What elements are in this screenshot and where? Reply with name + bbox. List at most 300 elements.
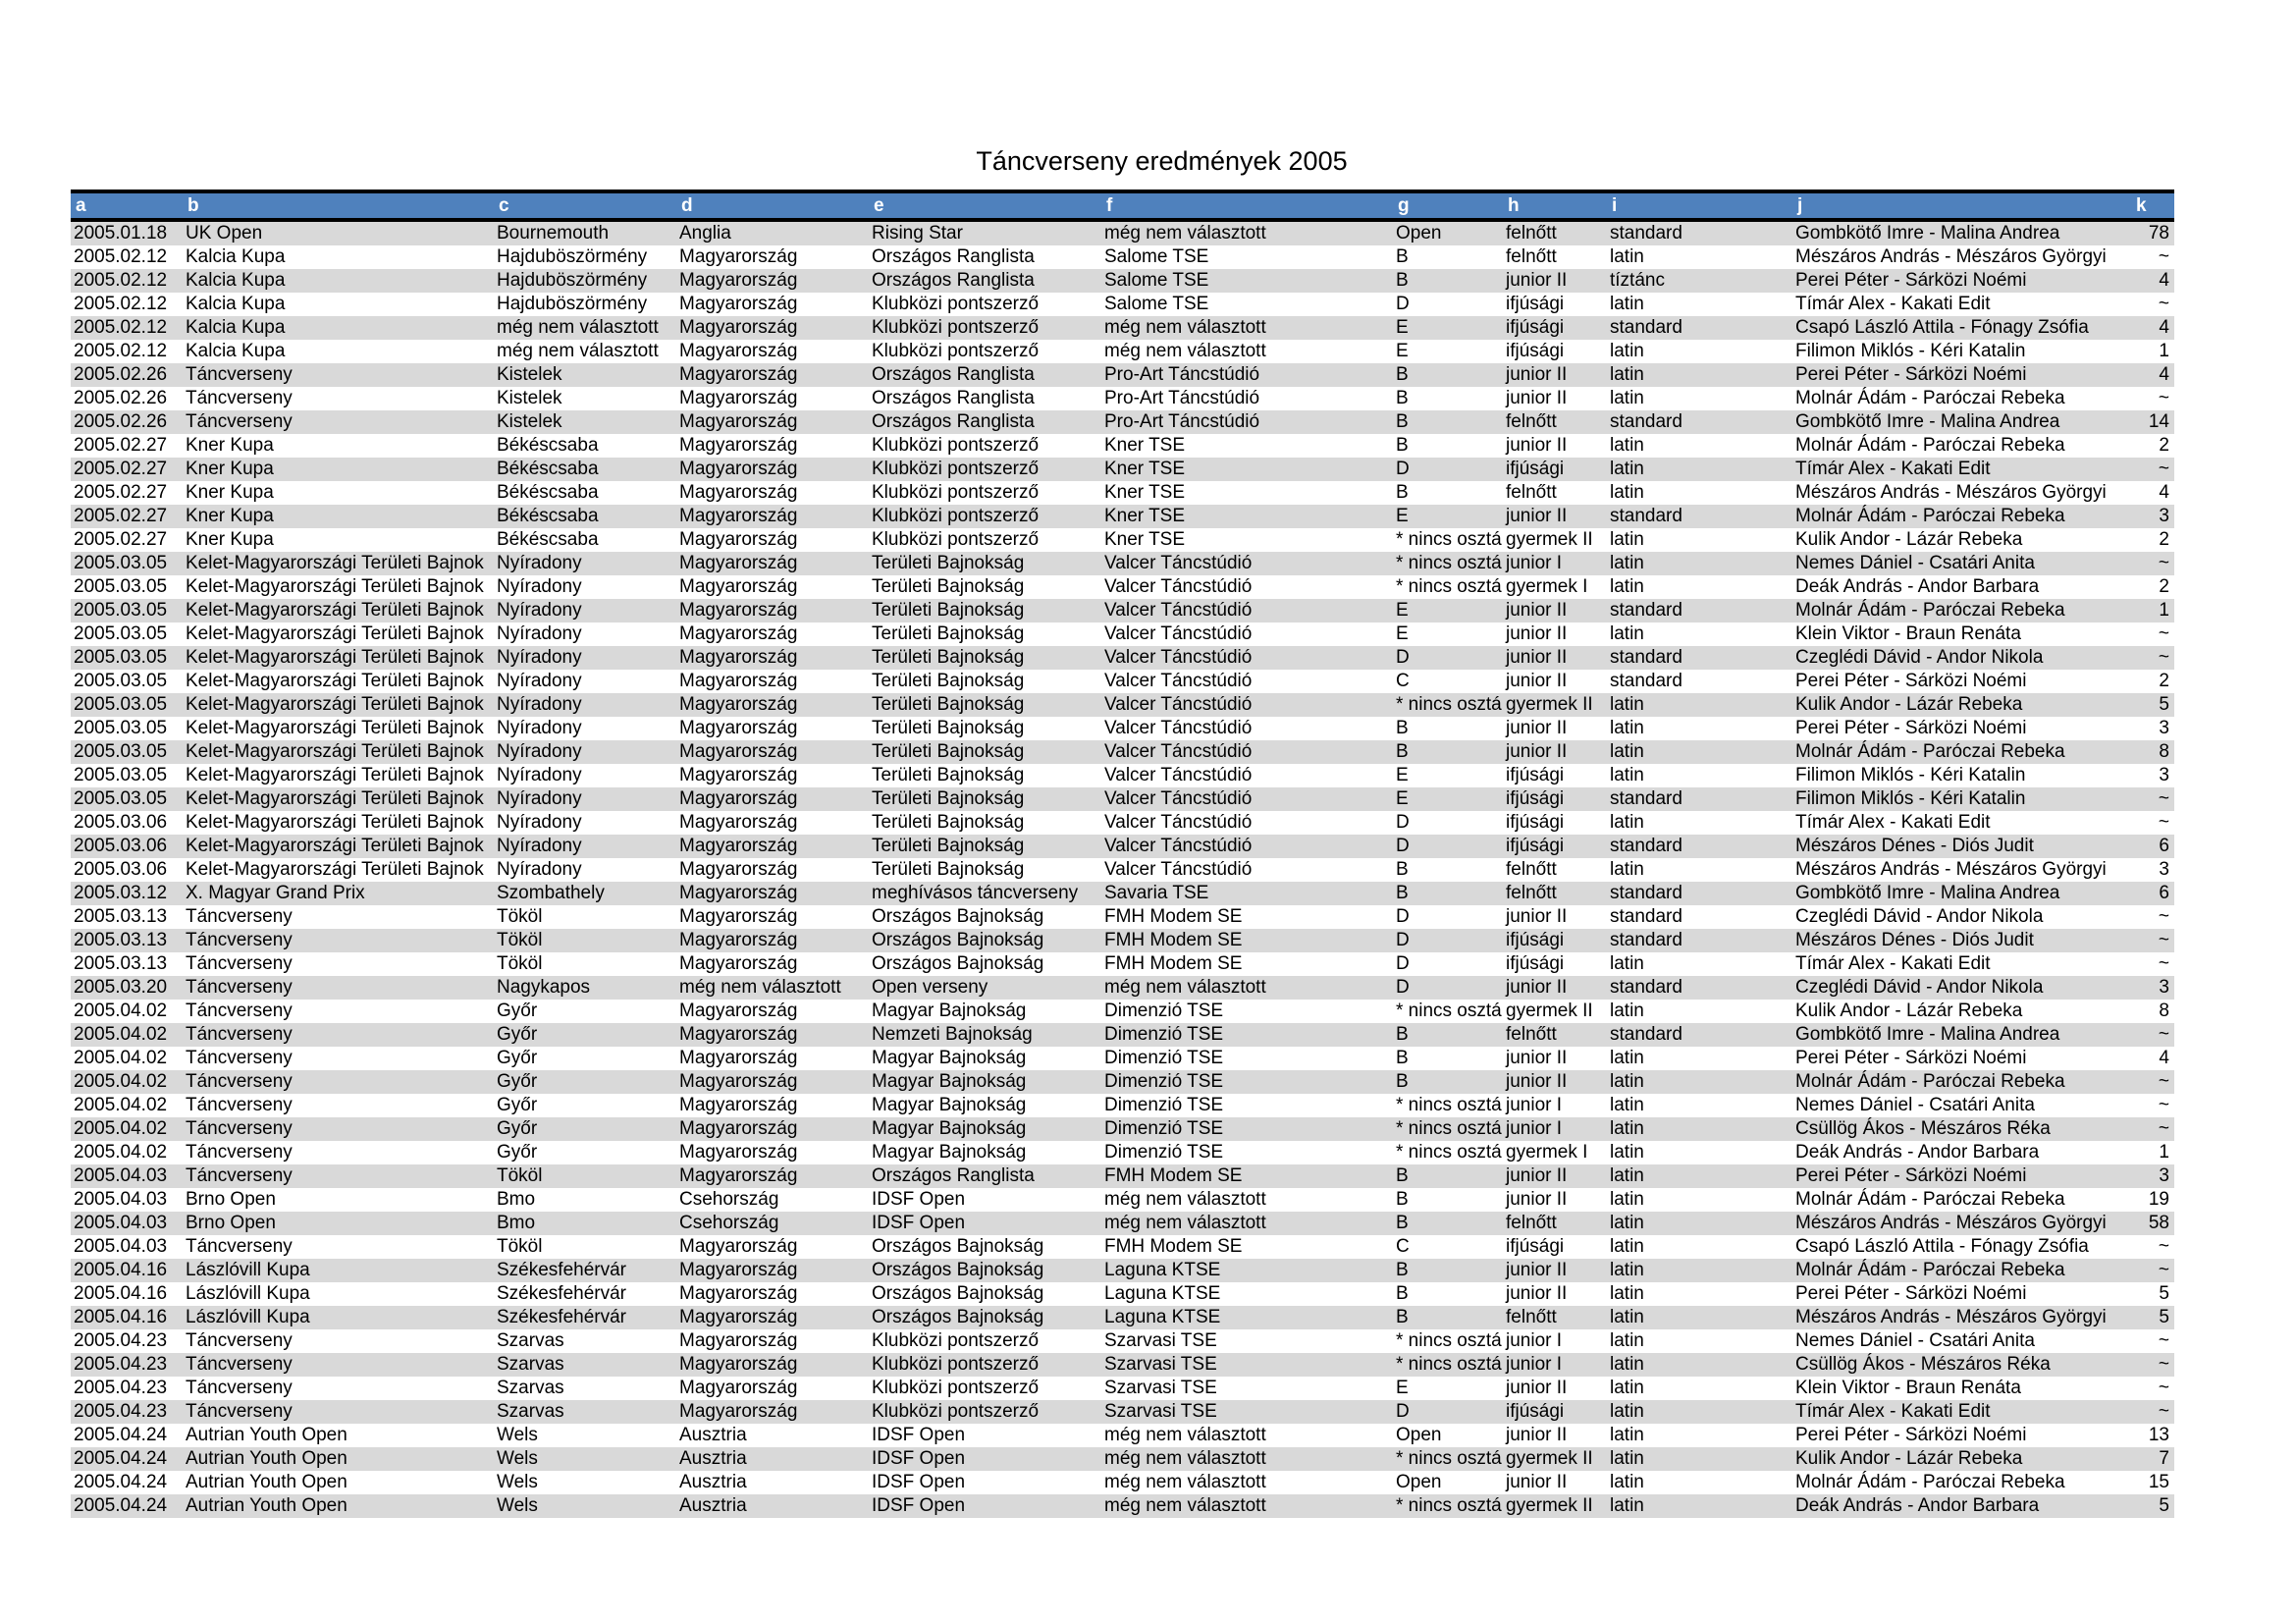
cell-k: ~ [2131, 1329, 2174, 1353]
cell-e: Klubközi pontszerző [869, 505, 1101, 528]
cell-a: 2005.02.26 [71, 410, 183, 434]
cell-d: Magyarország [676, 316, 869, 340]
cell-f: Dimenzió TSE [1101, 1000, 1393, 1023]
cell-g: * nincs osztá [1393, 1141, 1503, 1164]
cell-c: Szarvas [494, 1377, 676, 1400]
cell-c: Kistelek [494, 363, 676, 387]
cell-j: Gombkötő Imre - Malina Andrea [1792, 220, 2131, 245]
cell-d: Magyarország [676, 1164, 869, 1188]
cell-j: Perei Péter - Sárközi Noémi [1792, 1164, 2131, 1188]
table-row [71, 1164, 2174, 1188]
cell-b: Táncverseny [183, 387, 494, 410]
cell-g: E [1393, 764, 1503, 787]
cell-c: Wels [494, 1494, 676, 1518]
cell-j: Klein Viktor - Braun Renáta [1792, 622, 2131, 646]
cell-c: Nyíradony [494, 740, 676, 764]
cell-d: Magyarország [676, 811, 869, 835]
cell-h: junior II [1503, 1377, 1607, 1400]
cell-j: Molnár Ádám - Paróczai Rebeka [1792, 1188, 2131, 1212]
cell-b: Táncverseny [183, 976, 494, 1000]
table-row [71, 858, 2174, 882]
table-row [71, 1094, 2174, 1117]
cell-g: * nincs osztá [1393, 1000, 1503, 1023]
cell-e: Országos Bajnokság [869, 1306, 1101, 1329]
cell-f: FMH Modem SE [1101, 1235, 1393, 1259]
cell-c: Győr [494, 1000, 676, 1023]
cell-g: Open [1393, 1471, 1503, 1494]
table-row [71, 1329, 2174, 1353]
cell-a: 2005.03.05 [71, 717, 183, 740]
cell-a: 2005.04.02 [71, 1047, 183, 1070]
cell-k: ~ [2131, 952, 2174, 976]
cell-h: junior II [1503, 1424, 1607, 1447]
cell-e: Országos Bajnokság [869, 929, 1101, 952]
table-row [71, 764, 2174, 787]
table-row [71, 269, 2174, 293]
cell-c: Székesfehérvár [494, 1259, 676, 1282]
cell-i: latin [1607, 1353, 1792, 1377]
table-row [71, 363, 2174, 387]
cell-j: Czeglédi Dávid - Andor Nikola [1792, 976, 2131, 1000]
cell-h: felnőtt [1503, 1306, 1607, 1329]
cell-d: Csehország [676, 1188, 869, 1212]
cell-k: ~ [2131, 552, 2174, 575]
cell-g: * nincs osztá [1393, 1117, 1503, 1141]
cell-g: * nincs osztá [1393, 1094, 1503, 1117]
column-header-g: g [1393, 191, 1503, 220]
cell-a: 2005.04.16 [71, 1282, 183, 1306]
cell-e: Klubközi pontszerző [869, 1353, 1101, 1377]
cell-i: latin [1607, 740, 1792, 764]
cell-j: Molnár Ádám - Paróczai Rebeka [1792, 434, 2131, 458]
cell-e: IDSF Open [869, 1447, 1101, 1471]
cell-i: standard [1607, 835, 1792, 858]
cell-j: Czeglédi Dávid - Andor Nikola [1792, 646, 2131, 670]
cell-h: junior I [1503, 1353, 1607, 1377]
cell-k: 19 [2131, 1188, 2174, 1212]
cell-f: Valcer Táncstúdió [1101, 622, 1393, 646]
cell-a: 2005.04.23 [71, 1329, 183, 1353]
table-row [71, 293, 2174, 316]
cell-k: ~ [2131, 458, 2174, 481]
cell-e: Klubközi pontszerző [869, 340, 1101, 363]
cell-j: Czeglédi Dávid - Andor Nikola [1792, 905, 2131, 929]
cell-f: Laguna KTSE [1101, 1259, 1393, 1282]
cell-c: Nyíradony [494, 646, 676, 670]
cell-a: 2005.04.24 [71, 1471, 183, 1494]
cell-d: Magyarország [676, 1047, 869, 1070]
cell-b: Kner Kupa [183, 434, 494, 458]
cell-h: junior II [1503, 646, 1607, 670]
cell-f: FMH Modem SE [1101, 1164, 1393, 1188]
table-row [71, 458, 2174, 481]
cell-b: Táncverseny [183, 1023, 494, 1047]
cell-h: felnőtt [1503, 1023, 1607, 1047]
column-header-a: a [71, 191, 183, 220]
cell-h: felnőtt [1503, 410, 1607, 434]
cell-i: latin [1607, 1235, 1792, 1259]
cell-f: Dimenzió TSE [1101, 1023, 1393, 1047]
cell-h: ifjúsági [1503, 811, 1607, 835]
table-row [71, 1471, 2174, 1494]
cell-e: Területi Bajnokság [869, 646, 1101, 670]
cell-c: Békéscsaba [494, 528, 676, 552]
cell-d: Magyarország [676, 622, 869, 646]
cell-h: gyermek II [1503, 1494, 1607, 1518]
table-row [71, 1141, 2174, 1164]
cell-i: latin [1607, 1471, 1792, 1494]
cell-f: Savaria TSE [1101, 882, 1393, 905]
cell-c: még nem választott [494, 316, 676, 340]
cell-i: standard [1607, 646, 1792, 670]
cell-a: 2005.02.26 [71, 363, 183, 387]
cell-h: junior II [1503, 599, 1607, 622]
cell-a: 2005.03.05 [71, 693, 183, 717]
cell-h: ifjúsági [1503, 929, 1607, 952]
cell-h: junior II [1503, 1259, 1607, 1282]
header-row [71, 191, 2174, 220]
cell-b: Lászlóvill Kupa [183, 1282, 494, 1306]
cell-b: Kelet-Magyarországi Területi Bajnok [183, 764, 494, 787]
cell-h: junior II [1503, 670, 1607, 693]
cell-b: Kalcia Kupa [183, 340, 494, 363]
cell-b: Kalcia Kupa [183, 245, 494, 269]
cell-i: standard [1607, 316, 1792, 340]
cell-e: Területi Bajnokság [869, 693, 1101, 717]
cell-f: még nem választott [1101, 1212, 1393, 1235]
table-row [71, 434, 2174, 458]
cell-f: még nem választott [1101, 1188, 1393, 1212]
cell-e: Területi Bajnokság [869, 811, 1101, 835]
table-row [71, 340, 2174, 363]
cell-a: 2005.02.12 [71, 245, 183, 269]
cell-c: Kistelek [494, 387, 676, 410]
cell-d: Magyarország [676, 1329, 869, 1353]
cell-e: IDSF Open [869, 1471, 1101, 1494]
cell-g: D [1393, 835, 1503, 858]
cell-a: 2005.01.18 [71, 220, 183, 245]
cell-h: felnőtt [1503, 858, 1607, 882]
cell-g: B [1393, 1259, 1503, 1282]
cell-k: ~ [2131, 929, 2174, 952]
cell-j: Molnár Ádám - Paróczai Rebeka [1792, 505, 2131, 528]
table-row [71, 1188, 2174, 1212]
cell-b: Kelet-Magyarországi Területi Bajnok [183, 575, 494, 599]
cell-c: Békéscsaba [494, 481, 676, 505]
cell-a: 2005.04.03 [71, 1235, 183, 1259]
cell-j: Molnár Ádám - Paróczai Rebeka [1792, 599, 2131, 622]
cell-c: Tököl [494, 929, 676, 952]
cell-f: Valcer Táncstúdió [1101, 740, 1393, 764]
cell-j: Kulik Andor - Lázár Rebeka [1792, 1447, 2131, 1471]
cell-h: junior II [1503, 1164, 1607, 1188]
cell-d: Magyarország [676, 1094, 869, 1117]
cell-h: gyermek I [1503, 575, 1607, 599]
cell-h: gyermek II [1503, 1447, 1607, 1471]
cell-e: Rising Star [869, 220, 1101, 245]
cell-c: Győr [494, 1070, 676, 1094]
cell-k: 7 [2131, 1447, 2174, 1471]
cell-j: Mészáros András - Mészáros Györgyi [1792, 1306, 2131, 1329]
cell-e: Klubközi pontszerző [869, 316, 1101, 340]
cell-i: tíztánc [1607, 269, 1792, 293]
cell-i: latin [1607, 1000, 1792, 1023]
cell-e: Országos Ranglista [869, 1164, 1101, 1188]
spreadsheet-page [71, 145, 2174, 1518]
cell-g: B [1393, 1070, 1503, 1094]
table-row [71, 1377, 2174, 1400]
cell-f: Laguna KTSE [1101, 1306, 1393, 1329]
cell-g: B [1393, 1047, 1503, 1070]
cell-c: Békéscsaba [494, 458, 676, 481]
cell-h: gyermek II [1503, 693, 1607, 717]
cell-i: standard [1607, 505, 1792, 528]
cell-c: Nyíradony [494, 858, 676, 882]
cell-a: 2005.04.02 [71, 1141, 183, 1164]
cell-a: 2005.03.05 [71, 552, 183, 575]
cell-k: ~ [2131, 622, 2174, 646]
cell-i: latin [1607, 717, 1792, 740]
cell-g: B [1393, 1282, 1503, 1306]
cell-i: latin [1607, 245, 1792, 269]
cell-k: 58 [2131, 1212, 2174, 1235]
cell-e: Országos Bajnokság [869, 1282, 1101, 1306]
table-row [71, 693, 2174, 717]
cell-b: Táncverseny [183, 1094, 494, 1117]
cell-g: D [1393, 929, 1503, 952]
column-header-f: f [1101, 191, 1393, 220]
cell-d: Ausztria [676, 1494, 869, 1518]
cell-b: Táncverseny [183, 1353, 494, 1377]
cell-j: Klein Viktor - Braun Renáta [1792, 1377, 2131, 1400]
cell-b: Brno Open [183, 1212, 494, 1235]
cell-i: standard [1607, 1023, 1792, 1047]
cell-h: felnőtt [1503, 481, 1607, 505]
cell-e: Területi Bajnokság [869, 552, 1101, 575]
cell-e: Klubközi pontszerző [869, 293, 1101, 316]
cell-d: Magyarország [676, 363, 869, 387]
cell-b: Kelet-Magyarországi Területi Bajnok [183, 646, 494, 670]
cell-d: Magyarország [676, 528, 869, 552]
cell-j: Mészáros András - Mészáros Györgyi [1792, 481, 2131, 505]
cell-g: C [1393, 1235, 1503, 1259]
cell-k: 4 [2131, 1047, 2174, 1070]
cell-k: 4 [2131, 481, 2174, 505]
cell-j: Kulik Andor - Lázár Rebeka [1792, 1000, 2131, 1023]
cell-b: Kner Kupa [183, 505, 494, 528]
cell-c: Szarvas [494, 1400, 676, 1424]
cell-c: Székesfehérvár [494, 1282, 676, 1306]
cell-k: 3 [2131, 764, 2174, 787]
cell-g: * nincs osztá [1393, 693, 1503, 717]
cell-d: Magyarország [676, 599, 869, 622]
table-row [71, 1023, 2174, 1047]
cell-d: Magyarország [676, 1117, 869, 1141]
cell-d: Ausztria [676, 1471, 869, 1494]
table-row [71, 1212, 2174, 1235]
cell-h: ifjúsági [1503, 952, 1607, 976]
cell-a: 2005.03.13 [71, 905, 183, 929]
results-table-header [71, 191, 2174, 220]
cell-d: Magyarország [676, 410, 869, 434]
cell-d: Magyarország [676, 293, 869, 316]
cell-f: Valcer Táncstúdió [1101, 764, 1393, 787]
cell-j: Filimon Miklós - Kéri Katalin [1792, 787, 2131, 811]
cell-e: Országos Ranglista [869, 363, 1101, 387]
cell-a: 2005.03.13 [71, 929, 183, 952]
table-row [71, 410, 2174, 434]
cell-f: Szarvasi TSE [1101, 1353, 1393, 1377]
cell-f: Dimenzió TSE [1101, 1047, 1393, 1070]
cell-d: Magyarország [676, 1377, 869, 1400]
cell-d: Magyarország [676, 1282, 869, 1306]
cell-b: Táncverseny [183, 929, 494, 952]
cell-a: 2005.04.16 [71, 1259, 183, 1282]
cell-e: Klubközi pontszerző [869, 528, 1101, 552]
cell-e: Magyar Bajnokság [869, 1141, 1101, 1164]
cell-c: Békéscsaba [494, 434, 676, 458]
cell-b: Autrian Youth Open [183, 1424, 494, 1447]
cell-h: junior II [1503, 717, 1607, 740]
cell-h: junior I [1503, 1094, 1607, 1117]
cell-k: 2 [2131, 575, 2174, 599]
cell-f: Valcer Táncstúdió [1101, 693, 1393, 717]
cell-h: junior II [1503, 1188, 1607, 1212]
table-row [71, 740, 2174, 764]
cell-b: Autrian Youth Open [183, 1471, 494, 1494]
cell-e: Nemzeti Bajnokság [869, 1023, 1101, 1047]
cell-b: Táncverseny [183, 1377, 494, 1400]
cell-a: 2005.03.05 [71, 670, 183, 693]
cell-k: 1 [2131, 599, 2174, 622]
cell-b: Táncverseny [183, 1070, 494, 1094]
cell-g: E [1393, 787, 1503, 811]
table-row [71, 622, 2174, 646]
table-row [71, 929, 2174, 952]
cell-e: Országos Bajnokság [869, 1235, 1101, 1259]
table-row [71, 1353, 2174, 1377]
cell-c: Hajduböszörmény [494, 269, 676, 293]
cell-c: Győr [494, 1094, 676, 1117]
cell-k: 13 [2131, 1424, 2174, 1447]
cell-g: B [1393, 1306, 1503, 1329]
cell-g: * nincs osztá [1393, 552, 1503, 575]
cell-g: Open [1393, 220, 1503, 245]
cell-f: Dimenzió TSE [1101, 1141, 1393, 1164]
cell-c: Bmo [494, 1212, 676, 1235]
cell-c: Wels [494, 1447, 676, 1471]
cell-g: E [1393, 599, 1503, 622]
cell-k: 15 [2131, 1471, 2174, 1494]
cell-i: latin [1607, 1070, 1792, 1094]
cell-c: Nyíradony [494, 575, 676, 599]
cell-e: Országos Ranglista [869, 245, 1101, 269]
cell-c: Székesfehérvár [494, 1306, 676, 1329]
cell-j: Tímár Alex - Kakati Edit [1792, 952, 2131, 976]
cell-h: junior II [1503, 976, 1607, 1000]
cell-j: Molnár Ádám - Paróczai Rebeka [1792, 387, 2131, 410]
results-table-body [71, 220, 2174, 1518]
cell-i: latin [1607, 858, 1792, 882]
cell-a: 2005.04.02 [71, 1070, 183, 1094]
cell-a: 2005.02.12 [71, 269, 183, 293]
cell-a: 2005.03.12 [71, 882, 183, 905]
cell-h: junior II [1503, 269, 1607, 293]
cell-a: 2005.03.05 [71, 764, 183, 787]
table-row [71, 882, 2174, 905]
cell-h: felnőtt [1503, 220, 1607, 245]
column-header-b: b [183, 191, 494, 220]
cell-e: Magyar Bajnokság [869, 1000, 1101, 1023]
cell-f: még nem választott [1101, 220, 1393, 245]
cell-a: 2005.03.06 [71, 835, 183, 858]
cell-a: 2005.02.27 [71, 458, 183, 481]
cell-c: Nyíradony [494, 811, 676, 835]
cell-d: Magyarország [676, 1023, 869, 1047]
cell-c: Nyíradony [494, 787, 676, 811]
cell-f: Pro-Art Táncstúdió [1101, 387, 1393, 410]
cell-j: Mészáros Dénes - Diós Judit [1792, 835, 2131, 858]
cell-b: Táncverseny [183, 952, 494, 976]
cell-f: Valcer Táncstúdió [1101, 787, 1393, 811]
cell-a: 2005.03.05 [71, 646, 183, 670]
cell-e: Klubközi pontszerző [869, 458, 1101, 481]
cell-f: Dimenzió TSE [1101, 1117, 1393, 1141]
column-header-d: d [676, 191, 869, 220]
column-header-c: c [494, 191, 676, 220]
cell-e: Országos Bajnokság [869, 952, 1101, 976]
cell-i: latin [1607, 528, 1792, 552]
cell-k: 8 [2131, 1000, 2174, 1023]
cell-f: Valcer Táncstúdió [1101, 835, 1393, 858]
cell-f: FMH Modem SE [1101, 905, 1393, 929]
cell-d: Magyarország [676, 1235, 869, 1259]
cell-f: Salome TSE [1101, 293, 1393, 316]
cell-e: Területi Bajnokság [869, 858, 1101, 882]
cell-g: E [1393, 340, 1503, 363]
cell-b: Táncverseny [183, 1141, 494, 1164]
cell-k: ~ [2131, 245, 2174, 269]
cell-k: ~ [2131, 1377, 2174, 1400]
cell-e: Magyar Bajnokság [869, 1117, 1101, 1141]
results-table [71, 189, 2174, 1518]
cell-i: latin [1607, 1377, 1792, 1400]
cell-b: X. Magyar Grand Prix [183, 882, 494, 905]
cell-d: Ausztria [676, 1447, 869, 1471]
cell-d: Magyarország [676, 952, 869, 976]
cell-e: meghívásos táncverseny [869, 882, 1101, 905]
cell-b: Autrian Youth Open [183, 1494, 494, 1518]
cell-d: Magyarország [676, 670, 869, 693]
cell-k: ~ [2131, 1070, 2174, 1094]
cell-e: Országos Ranglista [869, 387, 1101, 410]
cell-i: latin [1607, 458, 1792, 481]
cell-f: Kner TSE [1101, 458, 1393, 481]
cell-k: ~ [2131, 1353, 2174, 1377]
cell-c: Nyíradony [494, 552, 676, 575]
cell-b: Autrian Youth Open [183, 1447, 494, 1471]
cell-j: Csapó László Attila - Fónagy Zsófia [1792, 1235, 2131, 1259]
cell-c: Nyíradony [494, 622, 676, 646]
cell-j: Kulik Andor - Lázár Rebeka [1792, 693, 2131, 717]
cell-k: ~ [2131, 293, 2174, 316]
cell-g: B [1393, 1023, 1503, 1047]
cell-b: UK Open [183, 220, 494, 245]
table-row [71, 316, 2174, 340]
cell-c: Győr [494, 1047, 676, 1070]
cell-g: B [1393, 410, 1503, 434]
cell-h: gyermek II [1503, 528, 1607, 552]
